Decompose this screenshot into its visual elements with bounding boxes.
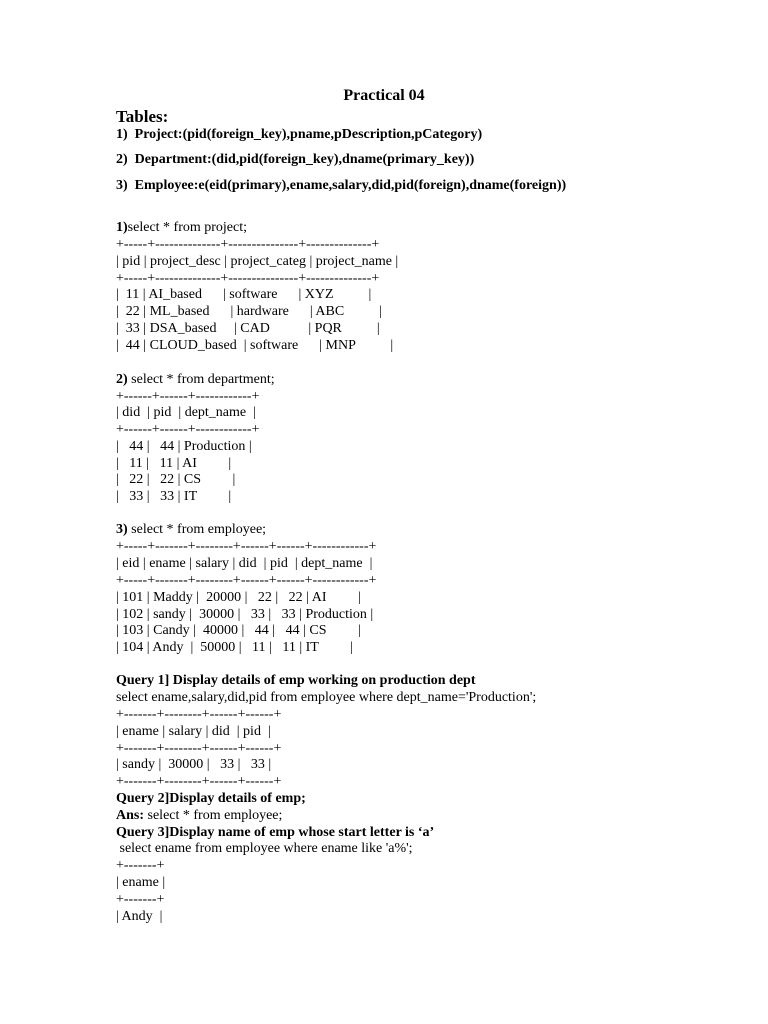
- query2-answer: [116, 807, 282, 824]
- table-border: +------+------+------------+: [116, 389, 260, 404]
- table-border: +-----+-------+--------+------+------+------------+: [116, 539, 377, 554]
- query-department-statement: [116, 371, 275, 388]
- query-sql: select * from department;: [127, 372, 275, 387]
- table-row: | 22 | ML_based | hardware | ABC |: [116, 304, 382, 319]
- query-number: 2): [116, 372, 128, 387]
- query-employee-statement: [116, 521, 266, 538]
- query-sql: select * from project;: [127, 220, 248, 235]
- answer-label: Ans:: [116, 808, 145, 823]
- query-project-statement: [116, 219, 247, 236]
- table-header: | ename |: [116, 875, 166, 890]
- answer-sql: select * from employee;: [144, 808, 283, 823]
- table-header: | pid | project_desc | project_categ | project_name |: [116, 254, 399, 269]
- query3-title: Query 3]Display name of emp whose start letter is ‘a’: [116, 825, 435, 840]
- query3-sql: select ename from employee where ename like 'a%';: [116, 841, 413, 856]
- tables-heading: Tables:: [116, 107, 169, 126]
- table-row: | 44 | CLOUD_based | software | MNP |: [116, 338, 394, 353]
- table-row: | 101 | Maddy | 20000 | 22 | 22 | AI |: [116, 590, 361, 605]
- schema-project: 1) Project:(pid(foreign_key),pname,pDescription,pCategory): [116, 127, 483, 142]
- table-row: | 103 | Candy | 40000 | 44 | 44 | CS |: [116, 623, 361, 638]
- table-row: | 33 | 33 | IT |: [116, 489, 232, 504]
- query-number: 1): [116, 220, 128, 235]
- table-border: +------+------+------------+: [116, 422, 260, 437]
- table-header: | eid | ename | salary | did | pid | dept_name |: [116, 556, 373, 571]
- table-border: +-----+-------+--------+------+------+------------+: [116, 573, 377, 588]
- table-border: +-------+--------+------+------+: [116, 741, 282, 756]
- table-row: | 11 | AI_based | software | XYZ |: [116, 287, 372, 302]
- table-header: | ename | salary | did | pid |: [116, 724, 271, 739]
- table-row: | sandy | 30000 | 33 | 33 |: [116, 757, 272, 772]
- query1-title: Query 1] Display details of emp working on production dept: [116, 673, 476, 688]
- table-border: +-------+: [116, 858, 165, 873]
- page-title: Practical 04: [343, 87, 425, 104]
- query2-title: Query 2]Display details of emp;: [116, 791, 306, 806]
- table-border: +-----+--------------+---------------+--------------+: [116, 237, 380, 252]
- schema-department: 2) Department:(did,pid(foreign_key),dname(primary_key)): [116, 152, 475, 167]
- table-row: | 33 | DSA_based | CAD | PQR |: [116, 321, 380, 336]
- table-row: | 22 | 22 | CS |: [116, 472, 236, 487]
- table-row: | 104 | Andy | 50000 | 11 | 11 | IT |: [116, 640, 353, 655]
- table-row: | 102 | sandy | 30000 | 33 | 33 | Production |: [116, 607, 374, 622]
- query-sql: select * from employee;: [127, 522, 267, 537]
- table-row: | Andy |: [116, 909, 163, 924]
- table-border: +-------+: [116, 892, 165, 907]
- query-number: 3): [116, 522, 128, 537]
- query1-sql: select ename,salary,did,pid from employee where dept_name='Production';: [116, 690, 537, 705]
- schema-employee: 3) Employee:e(eid(primary),ename,salary,did,pid(foreign),dname(foreign)): [116, 178, 567, 193]
- table-border: +-----+--------------+---------------+--------------+: [116, 271, 380, 286]
- table-border: +-------+--------+------+------+: [116, 774, 282, 789]
- table-row: | 44 | 44 | Production |: [116, 439, 252, 454]
- table-header: | did | pid | dept_name |: [116, 405, 256, 420]
- table-border: +-------+--------+------+------+: [116, 707, 282, 722]
- table-row: | 11 | 11 | AI |: [116, 456, 232, 471]
